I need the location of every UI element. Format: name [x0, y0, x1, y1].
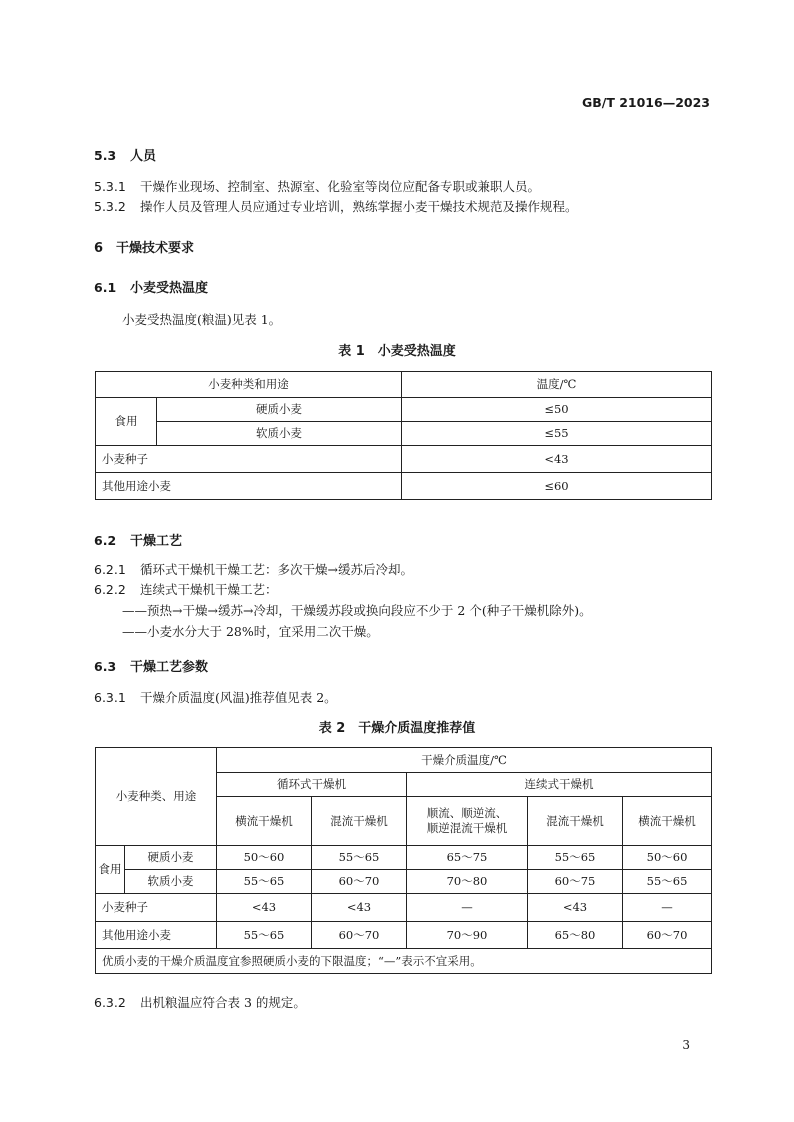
- clause-6-2-2: [94, 580, 278, 598]
- clause-6-3-2: [94, 993, 306, 1011]
- list-item: ——预热→干燥→缓苏→冷却，干燥缓苏段或换向段应不少于 2 个(种子干燥机除外)。: [122, 603, 592, 618]
- table-cell: <43: [312, 894, 407, 922]
- section-number: 6.2: [94, 533, 117, 548]
- clause-number: 5.3.2: [94, 199, 126, 214]
- table-cell: 60～75: [528, 870, 623, 894]
- table-cell: 60～70: [312, 922, 407, 949]
- section-6-2-heading: [94, 530, 182, 549]
- table-header-cell: 连续式干燥机: [407, 773, 712, 797]
- section-number: 6.1: [94, 280, 117, 295]
- section-number: 5.3: [94, 148, 117, 163]
- table-cell: 55～65: [217, 870, 312, 894]
- section-title: 干燥技术要求: [116, 241, 195, 256]
- clause-text: 循环式干燥机干燥工艺：多次干燥→缓苏后冷却。: [140, 562, 413, 577]
- table-cell: 食用: [96, 846, 125, 894]
- table-header-cell: 混流干燥机: [528, 797, 623, 846]
- table-header-cell: 小麦种类和用途: [96, 372, 402, 398]
- section-6-3-heading: [94, 656, 208, 675]
- page-number: 3: [682, 1038, 690, 1052]
- table-cell: <43: [528, 894, 623, 922]
- table-cell: 60～70: [312, 870, 407, 894]
- table-cell: 硬质小麦: [125, 846, 217, 870]
- table-header-cell: [407, 797, 528, 846]
- table-cell: 硬质小麦: [157, 398, 402, 422]
- table-cell: 软质小麦: [157, 422, 402, 446]
- table-header-cell: 混流干燥机: [312, 797, 407, 846]
- table-cell: 其他用途小麦: [96, 922, 217, 949]
- clause-text: 连续式干燥机干燥工艺：: [140, 582, 278, 597]
- section-title: 人员: [130, 149, 157, 164]
- section-title: 干燥工艺: [130, 534, 183, 549]
- table-cell: 55～65: [623, 870, 712, 894]
- table-cell: 其他用途小麦: [96, 473, 402, 500]
- table-cell: 65～80: [528, 922, 623, 949]
- table-cell: 65～75: [407, 846, 528, 870]
- clause-6-3-1: [94, 688, 337, 706]
- table-cell: 55～65: [217, 922, 312, 949]
- table-cell: <43: [217, 894, 312, 922]
- section-title: 干燥工艺参数: [130, 660, 209, 675]
- clause-number: 6.2.1: [94, 562, 126, 577]
- table-header-cell: 横流干燥机: [623, 797, 712, 846]
- table-cell: 60～70: [623, 922, 712, 949]
- table-cell: 小麦种子: [96, 894, 217, 922]
- clause-6-2-1: [94, 560, 413, 578]
- section-6-heading: [94, 237, 194, 256]
- clause-number: 6.3.1: [94, 690, 126, 705]
- header-line: 顺流、顺逆流、: [426, 806, 508, 821]
- clause-number: 6.3.2: [94, 995, 126, 1010]
- table-cell: 70～90: [407, 922, 528, 949]
- table-cell: 食用: [96, 398, 157, 446]
- table-header-cell: 循环式干燥机: [217, 773, 407, 797]
- section-number: 6.3: [94, 659, 117, 674]
- table-1: [95, 371, 712, 500]
- section-title: 小麦受热温度: [130, 281, 209, 296]
- table-cell: 小麦种子: [96, 446, 402, 473]
- header-line: 顺逆混流干燥机: [426, 821, 508, 835]
- section-5-3-heading: [94, 145, 156, 164]
- table-cell: —: [407, 894, 528, 922]
- table-cell: 50～60: [217, 846, 312, 870]
- section-6-1-heading: [94, 277, 208, 296]
- list-item: ——小麦水分大于 28%时，宜采用二次干燥。: [122, 624, 379, 639]
- clause-text: 操作人员及管理人员应通过专业培训，熟练掌握小麦干燥技术规范及操作规程。: [140, 199, 578, 214]
- table-2: [95, 747, 712, 974]
- clause-text: 干燥作业现场、控制室、热源室、化验室等岗位应配备专职或兼职人员。: [140, 179, 541, 194]
- paragraph-6-1: 小麦受热温度(粮温)见表 1。: [122, 312, 282, 327]
- clause-number: 6.2.2: [94, 582, 126, 597]
- table-header-cell: 横流干燥机: [217, 797, 312, 846]
- table-2-caption: 表 2 干燥介质温度推荐值: [318, 721, 476, 736]
- table-cell: —: [623, 894, 712, 922]
- table-cell: ≤55: [402, 422, 712, 446]
- standard-id: GB/T 21016—2023: [581, 95, 710, 110]
- clause-number: 5.3.1: [94, 179, 126, 194]
- table-note: 优质小麦的干燥介质温度宜参照硬质小麦的下限温度；“—”表示不宜采用。: [96, 949, 712, 974]
- section-number: 6: [94, 241, 104, 256]
- table-1-caption: 表 1 小麦受热温度: [338, 344, 456, 359]
- table-cell: 70～80: [407, 870, 528, 894]
- table-cell: 55～65: [528, 846, 623, 870]
- clause-text: 干燥介质温度(风温)推荐值见表 2。: [140, 690, 337, 705]
- table-header-cell: 小麦种类、用途: [96, 748, 217, 846]
- clause-5-3-2: [94, 197, 578, 215]
- table-cell: 50～60: [623, 846, 712, 870]
- table-cell: <43: [402, 446, 712, 473]
- clause-text: 出机粮温应符合表 3 的规定。: [140, 995, 306, 1010]
- table-header-cell: 温度/℃: [402, 372, 712, 398]
- table-cell: 55～65: [312, 846, 407, 870]
- clause-5-3-1: [94, 177, 540, 195]
- table-header-cell: 干燥介质温度/℃: [217, 748, 712, 773]
- table-cell: 软质小麦: [125, 870, 217, 894]
- table-cell: ≤50: [402, 398, 712, 422]
- table-cell: ≤60: [402, 473, 712, 500]
